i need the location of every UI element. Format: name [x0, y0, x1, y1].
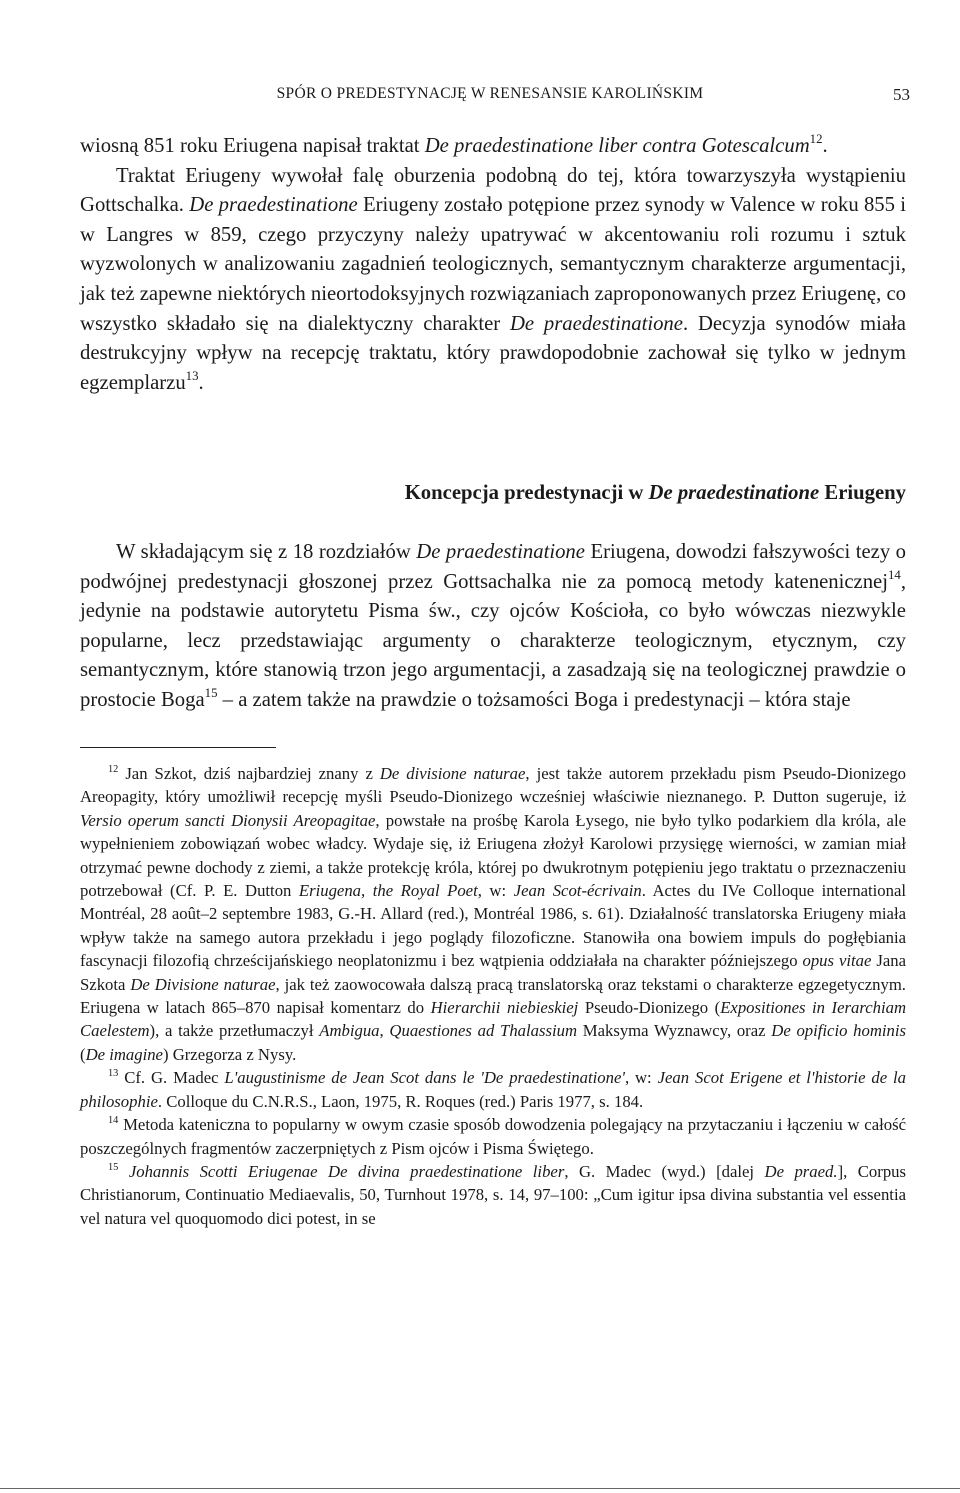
text-run: Jana Szkota [80, 951, 906, 994]
page-header [70, 85, 910, 109]
italic-title: Jean Scot-écrivain [513, 881, 642, 901]
text-run: . [198, 371, 204, 394]
italic-title: De praedestinatione liber contra Gotescalcum [424, 135, 810, 157]
running-title: SPÓR O PREDESTYNACJĘ W RENESANSIE KAROLIŃSKIM [276, 85, 704, 102]
text-run: , G. Madec (wyd.) [dalej [564, 1161, 765, 1181]
footnote-number: 14 [108, 1114, 119, 1126]
text-run: . Colloque du C.N.R.S., Laon, 1975, R. Roques (red.) Paris 1977, s. 184. [157, 1091, 644, 1111]
italic-title: Ambigua [319, 1021, 380, 1041]
italic-title: De praed. [764, 1161, 838, 1181]
text-run: Cf. G. Madec [118, 1068, 225, 1088]
text-run: ( [80, 1044, 86, 1064]
text-run: ) Grzegorza z Nysy. [162, 1044, 297, 1064]
text-run: , jest także autorem przekładu pism Pseudo-Dionizego Areopagity, który umożliwił recepcję myśli Pseudo-Dionizego wcześniej właściwie nieznanego. P. Dutton sugeruje, iż [80, 764, 907, 807]
page-edge-line [0, 1488, 960, 1489]
paragraph-3 [80, 538, 906, 716]
text-run: , [379, 1021, 390, 1041]
footnote-ref-12[interactable]: 12 [809, 132, 823, 147]
heading-italic-title: De praedestinatione [648, 482, 820, 504]
italic-title: De praedestinatione [416, 541, 585, 563]
section-heading [80, 482, 906, 505]
italic-title: De divisione naturae [379, 764, 526, 783]
italic-title: Quaestiones ad Thalassium [389, 1021, 578, 1041]
italic-title: L'augustinisme de Jean Scot dans le 'De praedestinatione' [224, 1068, 625, 1088]
footnote-number: 12 [108, 763, 119, 775]
heading-text: Koncepcja predestynacji w [404, 482, 649, 504]
italic-title: De Divisione naturae [130, 974, 276, 994]
italic-title: Eriugena, the Royal Poet [298, 881, 478, 901]
italic-title: De opificio hominis [771, 1021, 907, 1041]
text-run: ], Corpus Christianorum, Continuatio Mediaevalis, 50, Turnhout 1978, s. 14, 97–100: „Cum igitur ipsa divina substantia vel essentia vel natura vel quoquomodo dici potest, in se [80, 1161, 906, 1228]
paragraph-continuation [80, 132, 906, 162]
text-run: Eriugeny zostało potępione przez synody w Valence w roku 855 i w Langres w 859, czego przyczyny należy upatrywać w akcentowaniu roli rozumu i sztuk wyzwolonych w analizowaniu zagadnień teologicznych, semantycznym charakterze argumentacji, jak też zapewne niektórych nieortodoksyjnych rozwiązaniach zaproponowanych przez Eriugenę, co wszystko składało się na dialektyczny charakter [80, 194, 906, 335]
italic-title: Jean Scot Erigene et l'historie de la philosophie [80, 1068, 907, 1111]
text-run: Metoda kateniczna to popularny w owym czasie sposób dowodzenia polegający na przytaczaniu i łączeniu w całość poszczególnych fragmentów zaczerpniętych z Pism ojców i Pisma Świętego. [80, 1115, 906, 1158]
text-run: Traktat Eriugeny wywołał falę oburzenia podobną do tej, która towarzyszyła wystąpieniu Gottschalka. [80, 164, 906, 217]
footnote-ref-14[interactable]: 14 [888, 567, 901, 582]
text-run: . Decyzja synodów miała destrukcyjny wpływ na recepcję traktatu, który prawdopodobnie zachował się tylko w jednym egzemplarzu [80, 312, 906, 394]
text-run: Jan Szkot, dziś najbardziej znany z [118, 764, 380, 783]
text-run: – a zatem także na prawdzie o tożsamości Boga i predestynacji – która staje [217, 688, 851, 711]
italic-title: Versio operum sancti Dionysii Areopagitae [80, 810, 376, 830]
footnote-ref-15[interactable]: 15 [204, 686, 218, 700]
italic-title: Hierarchii niebieskiej [430, 998, 579, 1018]
text-run: Eriugena, dowodzi fałszywości tezy o podwójnej predestynacji głoszonej przez Gottsachalka nie za pomocą metody katenenicznej [80, 541, 907, 593]
italic-title: opus vitae [802, 951, 872, 971]
page-number: 53 [893, 85, 910, 104]
footnote-13 [80, 1066, 906, 1113]
text-run: . Actes du IVe Colloque international Montréal, 28 août–2 septembre 1983, G.-H. Allard (red.), Montréal 1986, s. 61). Działalność translatorska Eriugeny miała wpływ także na samego autora przekładu i jego poglądy filozoficzne. Stanowiła ona bowiem impuls do pogłębiania fascynacji filozofią chrześcijańskiego neoplatonizmu i bez wątpienia oddziałała na charakter późniejszego [80, 881, 907, 971]
text-run: wiosną 851 roku Eriugena napisał traktat [80, 135, 425, 157]
footnotes [80, 762, 906, 1230]
footnote-number: 13 [108, 1068, 119, 1080]
footnote-14 [80, 1113, 906, 1160]
text-run: , jak też zaowocowała dalszą pracą translatorską oraz tekstami o charakterze egzegetycznym. Eriugena w latach 865–870 napisał komentarz do [80, 974, 906, 1018]
italic-title: De praedestinatione [189, 194, 358, 217]
footnote-15 [80, 1160, 906, 1230]
text-run: W składającym się z 18 rozdziałów [116, 541, 417, 563]
text-run: , powstałe na prośbę Karola Łysego, nie było tylko podarkiem dla króla, ale wypełnieniem zobowiązań wobec władcy. Wydaje się, iż Eriugena złożył Karolowi przysięgę wierności, w zamian miał otrzymać pewne dochody z ziemi, a także protekcję króla, której po dwukrotnym potępieniu jego traktatu o przeznaczeniu potrzebował (Cf. P. E. Dutton [80, 810, 906, 901]
footnote-separator [80, 747, 276, 748]
heading-text: Eriugeny [819, 482, 906, 504]
text-run: , w: [624, 1068, 658, 1088]
text-run: Maksyma Wyznawcy, oraz [577, 1021, 772, 1041]
body-text-top [80, 132, 906, 398]
text-run: , jedynie na podstawie autorytetu Pisma św., czy ojców Kościoła, co było wówczas niezwykle popularne, lecz przedstawiając argumenty o charakterze teologicznym, etycznym, czy semantycznym, które stanowią trzon jego argumentacji, a zasadzają się na teologicznej prawdzie o prostocie Boga [80, 570, 906, 711]
text-run: , w: [477, 881, 514, 901]
italic-title: Expositiones in Ierarchiam Caelestem [80, 998, 907, 1041]
paragraph-2 [80, 162, 906, 399]
footnote-number: 15 [108, 1161, 119, 1173]
body-text-bottom [80, 538, 906, 716]
footnote-12 [80, 762, 906, 1066]
text-run: ), a także przetłumaczył [149, 1021, 320, 1041]
italic-title: Johannis Scotti Eriugenae De divina praedestinatione liber [128, 1161, 565, 1181]
text-run: . [822, 135, 828, 157]
italic-title: De praedestinatione [509, 312, 683, 335]
italic-title: De imagine [85, 1044, 163, 1064]
footnote-ref-13[interactable]: 13 [185, 368, 199, 383]
text-run: Pseudo-Dionizego ( [578, 998, 721, 1018]
